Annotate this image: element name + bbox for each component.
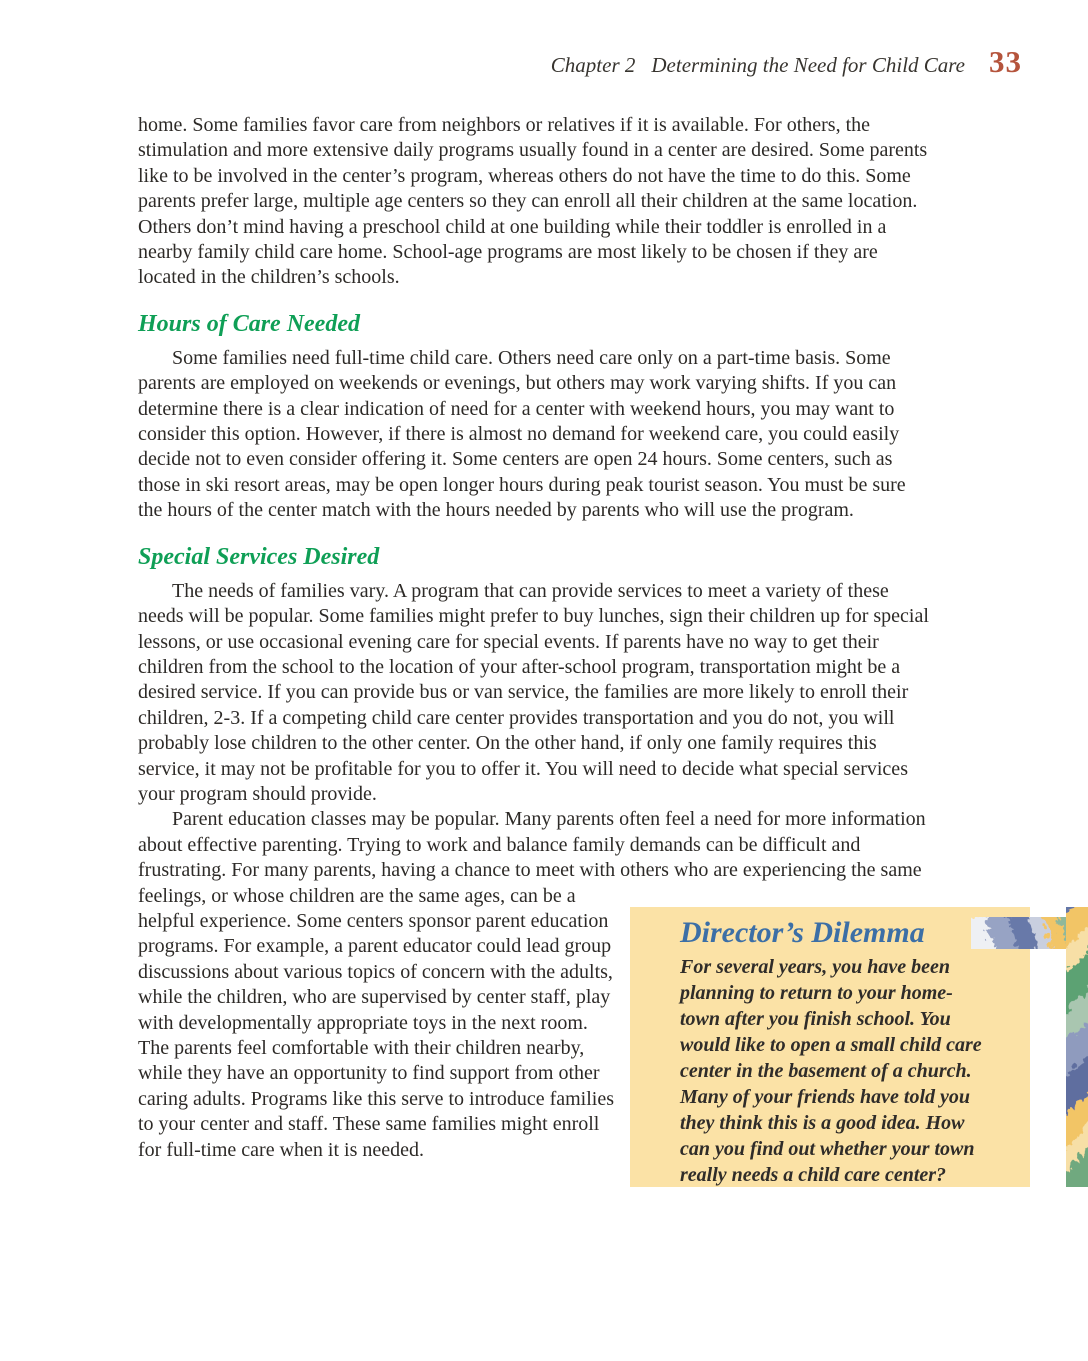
section-heading-hours-of-care: Hours of Care Needed	[138, 310, 360, 337]
intro-paragraph: home. Some families favor care from neighbors or relatives if it is available. For others, the stimulation and more extensive daily programs usually found in a center are desired. Some parents like to be involved in the center’s program, whereas others do not have the time to do this. Some parents prefer large, multiple age centers so they can enroll all their children at the same location. Others don’t mind having a preschool child at one building while their toddler is enrolled in a nearby family child care home. School-age programs are most likely to be chosen if they are located in the children’s schools.	[138, 114, 928, 289]
paragraph-hours-of-care: Some families need full-time child care. Others need care only on a part-time basis. Some parents are employed on weekends or evenings, but others may work varying shifts. If you can determine there is a clear indication of need for a center with weekend hours, you may want to consider this option. However, if there is almost no demand for weekend care, you could easily decide not to even consider offering it. Some centers are open 24 hours. Some centers, such as those in ski resort areas, may be open longer hours during peak tourist season. You must be sure the hours of the center match with the hours needed by parents who will use the program.	[138, 346, 906, 522]
running-head	[551, 44, 1022, 80]
directors-dilemma-box	[630, 907, 1030, 1187]
page-number: 33	[989, 44, 1022, 79]
dilemma-text: For several years, you have been planning to return to your home- town after you finish school. You would like to open a small child care center in the basement of a church. Many of your friends have told you they think this is a good idea. How can you find out whether your town really needs a child care center?	[680, 956, 982, 1187]
paragraph-special-services-2-text: Parent education classes may be popular. Many parents often feel a need for more information about effective parenting. Trying to work and balance family demands can be difficult and frustrating. For many parents, having a chance to meet with others who are experiencing the same feelings, or whose children are the same ages, can be a helpful experience. Some centers sponsor parent education programs. For example, a parent educator could lead group discussions about various topics of concern with the adults, while the children, who are supervised by center staff, play with developmentally appropriate toys in the next room. The parents feel comfortable with their children nearby, while they have an opportunity to find support from other caring adults. Programs like this serve to introduce families to your center and staff. These same families might enroll for full-time care when it is needed.	[138, 808, 926, 1161]
paragraph-special-services-2	[138, 807, 982, 1247]
chapter-label: Chapter 2	[550, 53, 636, 77]
page-body	[138, 113, 982, 1247]
directors-dilemma-sidebar	[630, 807, 1088, 1247]
dilemma-title: Director’s Dilemma	[680, 916, 925, 950]
chapter-title: Determining the Need for Child Care	[651, 53, 965, 77]
section-heading-special-services: Special Services Desired	[138, 543, 380, 570]
paragraph-special-services-1: The needs of families vary. A program that can provide services to meet a variety of these needs will be popular. Some families might prefer to buy lunches, sign their children up for special lessons, or use occasional evening care for special events. If parents have no way to get their children from the school to the location of your after-school program, transportation might be a desired service. If you can provide bus or van service, the families are more likely to enroll their children, 2-3. If a competing child care center provides transportation and you do not, you will probably lose children to the other center. On the other hand, if only one family requires this service, it may not be profitable for you to offer it. You will need to decide what special services your program should provide.	[138, 579, 929, 805]
watercolor-strip-image	[1032, 907, 1088, 1187]
